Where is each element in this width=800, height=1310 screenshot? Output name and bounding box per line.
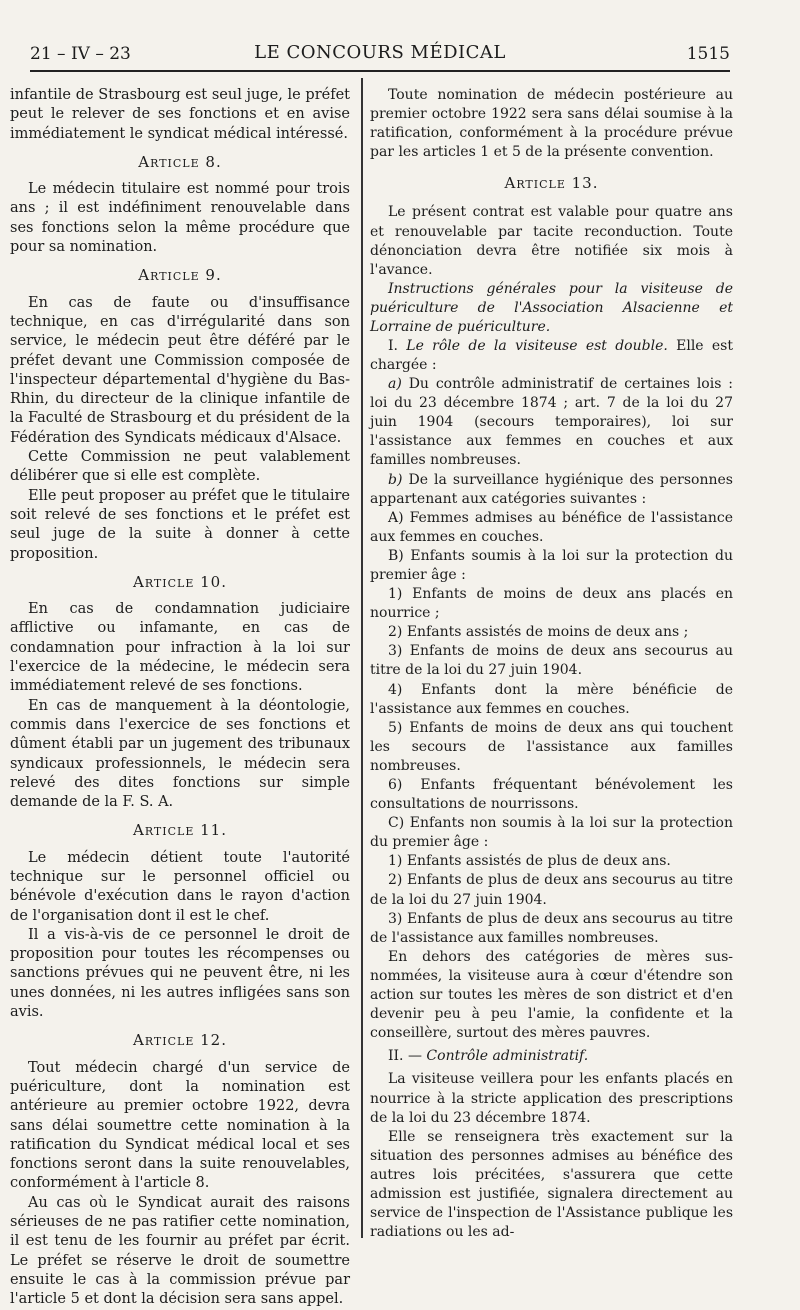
- article-12-paragraph-2: Au cas où le Syndicat aurait des raisons sérieuses de ne pas ratifier cette nomination, il est tenu de les fournir au préfet par écrit. Le préfet se réserve le droit de soumettre ensuite le cas à la commission prévue par l'article 5 et dont la décision sera sans appel.: [10, 1194, 350, 1308]
- section-2-heading: [370, 1047, 733, 1066]
- article-13-paragraph: Le présent contrat est valable pour quatre ans et renouvelable par tacite reconduction. Toute dénonciation devra être notifiée six mois à l'avance.: [370, 204, 733, 278]
- right-column: [370, 86, 733, 1242]
- category-a: A) Femmes admises au bénéfice de l'assistance aux femmes en couches.: [370, 509, 733, 545]
- article-10-title: Article 10.: [133, 572, 227, 591]
- category-c: C) Enfants non soumis à la loi sur la protection du premier âge :: [370, 815, 733, 851]
- article-11-paragraph-2: Il a vis-à-vis de ce personnel le droit de proposition pour toutes les récompenses ou sanctions prévues qui ne peuvent être, ni les unes données, ni les autres infligées sans son avis.: [10, 926, 350, 1021]
- article-10-paragraph-1: En cas de condamnation judiciaire afflictive ou infamante, en cas de condamnation pour infraction à la loi sur l'exercice de la médecine, le médecin sera immédiatement relevé de ses fonctions.: [10, 601, 350, 695]
- category-b-6: 6) Enfants fréquentant bénévolement les consultations de nourrissons.: [370, 777, 733, 813]
- article-10-paragraph-2: En cas de manquement à la déontologie, commis dans l'exercice de ses fonctions et dûment établi par un jugement des tribunaux syndicaux professionnels, le médecin sera relevé des dites fonctions sur simple demande de la F. S. A.: [10, 697, 350, 811]
- column-divider: [361, 78, 363, 1238]
- journal-title: LE CONCOURS MÉDICAL: [254, 42, 506, 63]
- category-b-1: 1) Enfants de moins de deux ans placés en nourrice ;: [370, 586, 733, 622]
- category-c-1: 1) Enfants assistés de plus de deux ans.: [388, 853, 671, 870]
- article-11-title: Article 11.: [133, 821, 227, 840]
- item-b-label: b): [388, 471, 403, 488]
- section-1-intro: [370, 337, 733, 375]
- article-9-title: Article 9.: [138, 266, 222, 285]
- item-a-label: a): [388, 376, 402, 393]
- article-12-title: Article 12.: [133, 1031, 227, 1050]
- category-b-2: 2) Enfants assistés de moins de deux ans ;: [388, 624, 689, 641]
- category-c-2: 2) Enfants de plus de deux ans secourus au titre de la loi du 27 juin 1904.: [370, 872, 733, 908]
- category-b: B) Enfants soumis à la loi sur la protection du premier âge :: [370, 547, 733, 583]
- dehors-paragraph: En dehors des catégories de mères sus-nommées, la visiteuse aura à cœur d'étendre son action sur toutes les mères de son district et d'en devenir peu à peu l'amie, la confidente et la conseillère, surtout des mères pauvres.: [370, 948, 733, 1042]
- article-8-paragraph: Le médecin titulaire est nommé pour trois ans ; il est indéfiniment renouvelable dans ses fonctions selon la même procédure que pour sa nomination.: [10, 181, 350, 256]
- item-b-text: De la surveillance hygiénique des personnes appartenant aux catégories suivantes :: [370, 471, 733, 507]
- section-1-rest: Elle est chargée :: [370, 337, 733, 373]
- article-9-paragraph-2: Cette Commission ne peut valablement délibérer que si elle est complète.: [10, 449, 350, 485]
- intro-paragraph: infantile de Strasbourg est seul juge, le préfet peut le relever de ses fonctions et en avise immédiatement le syndicat médical intéressé.: [10, 87, 350, 142]
- header-rule: [30, 70, 730, 72]
- article-8-title: Article 8.: [138, 152, 222, 171]
- section-2-italic: Contrôle administratif.: [426, 1048, 589, 1065]
- item-b: [370, 471, 733, 509]
- page-header: [30, 40, 730, 68]
- article-11-paragraph-1: Le médecin détient toute l'autorité technique sur le personnel officiel ou bénévole d'exécution dans le rayon d'action de l'organisation dont il est le chef.: [10, 849, 350, 924]
- category-b-4: 4) Enfants dont la mère bénéficie de l'assistance aux femmes en couches.: [370, 681, 733, 717]
- category-b-5: 5) Enfants de moins de deux ans qui touchent les secours de l'assistance aux familles nombreuses.: [370, 719, 733, 774]
- left-column: [10, 86, 350, 1310]
- item-a-text: Du contrôle administratif de certaines lois : loi du 23 décembre 1874 ; art. 7 de la loi du 27 juin 1904 (secours temporaires), loi sur l'assistance aux femmes en couches et aux familles nombreuses.: [370, 376, 733, 469]
- item-a: [370, 375, 733, 470]
- article-12-paragraph-1: Tout médecin chargé d'un service de puériculture, dont la nomination est antérieure au premier octobre 1922, devra sans délai soumettre cette nomination à la ratification du Syndicat médical local et ses fonctions seront dans la suite renouvelables, conformément à l'article 8.: [10, 1059, 350, 1192]
- section-1-italic: Le rôle de la visiteuse est double.: [406, 337, 668, 354]
- article-9-paragraph-1: En cas de faute ou d'insuffisance technique, en cas d'irrégularité dans son service, le médecin peut être déféré par le préfet devant une Commission composée de l'inspecteur départemental d'hygiène du Bas-Rhin, du directeur de la clinique infantile de la Faculté de Strasbourg et du président de la Fédération des Syndicats médicaux d'Alsace.: [10, 294, 350, 446]
- veillera-paragraph: La visiteuse veillera pour les enfants placés en nourrice à la stricte application des prescriptions de la loi du 23 décembre 1874.: [370, 1071, 733, 1126]
- instructions-heading: Instructions générales pour la visiteuse de puériculture de l'Association Alsacienne et Lorraine de puériculture.: [370, 280, 733, 335]
- section-1-number: I.: [388, 337, 398, 354]
- article-13-title: Article 13.: [504, 174, 599, 193]
- renseignera-paragraph: Elle se renseignera très exactement sur la situation des personnes admises au bénéfice des autres lois précitées, s'assurera que cette admission est justifiée, signalera directement au service de l'inspection de l'Assistance publique les radiations ou les ad-: [370, 1128, 733, 1241]
- article-9-paragraph-3: Elle peut proposer au préfet que le titulaire soit relevé de ses fonctions et le préfet est seul juge de la suite à donner à cette proposition.: [10, 487, 350, 562]
- category-b-3: 3) Enfants de moins de deux ans secourus au titre de la loi du 27 juin 1904.: [370, 643, 733, 679]
- issue-date: 21 – IV – 23: [30, 44, 131, 64]
- nomination-paragraph: Toute nomination de médecin postérieure au premier octobre 1922 sera sans délai soumise à la ratification, conformément à la procédure prévue par les articles 1 et 5 de la présente convention.: [370, 87, 733, 161]
- category-c-3: 3) Enfants de plus de deux ans secourus au titre de l'assistance aux familles nombreuses.: [370, 910, 733, 946]
- page-number: 1515: [686, 44, 730, 64]
- section-2-number: II. —: [388, 1048, 427, 1065]
